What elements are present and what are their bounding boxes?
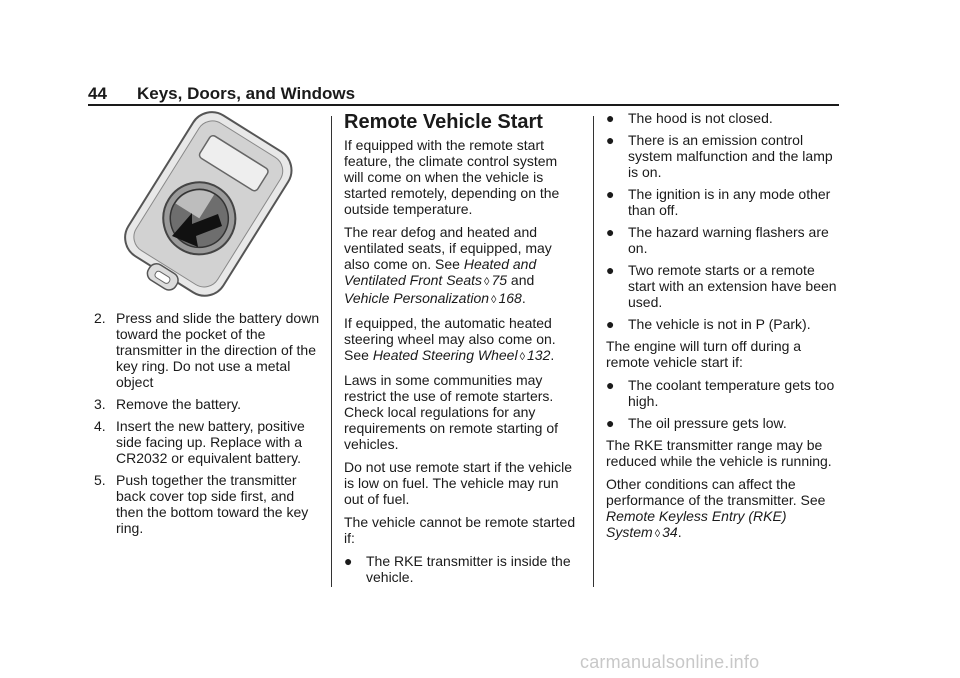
list-item: ● Two remote starts or a remote start with an extension have been used.: [606, 262, 837, 310]
key-fob-battery-illustration: [110, 110, 305, 300]
xref-page[interactable]: 34: [662, 524, 678, 540]
step-item: 3. Remove the battery.: [94, 396, 242, 412]
page-header: [88, 83, 838, 105]
page-number: 44: [88, 84, 107, 103]
xref-arrow-icon: ◊: [519, 351, 526, 363]
watermark: carmanualsonline.info: [580, 652, 760, 672]
bullet-icon: ●: [606, 316, 615, 332]
list-item: ● The ignition is in any mode other than off.: [606, 186, 831, 218]
section-title: Keys, Doors, and Windows: [137, 84, 356, 103]
column-divider: [331, 116, 332, 587]
bullet-icon: ●: [344, 553, 353, 569]
xref-link[interactable]: Heated and Ventilated Front Seats: [344, 256, 537, 288]
step-item: 5. Push together the transmitter back cover top side first, and then the bottom toward the key ring.: [94, 472, 309, 536]
xref-link[interactable]: Remote Keyless Entry (RKE) System: [606, 508, 787, 540]
xref-link[interactable]: Vehicle Personalization: [344, 290, 490, 306]
battery-steps: [94, 310, 320, 542]
paragraph: Laws in some communities may restrict the use of remote starters. Check local regulations for any requirements on remote starting of vehicles.: [344, 372, 558, 452]
paragraph: The vehicle cannot be remote started if:: [344, 514, 576, 546]
paragraph: If equipped with the remote start feature, the climate control system will come on when the vehicle is started remotely, depending on the outside temperature.: [344, 137, 560, 217]
xref-page[interactable]: 75: [491, 272, 508, 288]
header-rule: [88, 104, 839, 106]
list-item: ● The RKE transmitter is inside the vehicle.: [344, 553, 571, 585]
bullet-icon: ●: [606, 186, 615, 202]
step-item: 2. Press and slide the battery down toward the pocket of the transmitter in the direction of the key ring. Do not use a metal object: [94, 310, 320, 390]
paragraph: Other conditions can affect the performance of the transmitter. See Remote Keyless Entry (RKE) System ◊ 34.: [606, 476, 826, 540]
bullet-icon: ●: [606, 110, 615, 126]
xref-arrow-icon: ◊: [491, 294, 497, 306]
xref-arrow-icon: ◊: [654, 528, 661, 540]
list-item: ● The oil pressure gets low.: [606, 415, 787, 431]
paragraph: The RKE transmitter range may be reduced while the vehicle is running.: [606, 437, 832, 469]
remote-vehicle-start-heading: Remote Vehicle Start: [344, 111, 543, 133]
conditions-column: [606, 110, 842, 549]
column-divider: [593, 116, 594, 587]
list-item: ● The vehicle is not in P (Park).: [606, 316, 811, 332]
paragraph: If equipped, the automatic heated steering wheel may also come on. See Heated Steering Wheel ◊ 132.: [344, 315, 556, 363]
xref-page[interactable]: 132: [527, 347, 551, 363]
xref-page[interactable]: 168: [498, 290, 522, 306]
list-item: ● The coolant temperature gets too high.: [606, 377, 835, 409]
paragraph: The rear defog and heated and ventilated seats, if equipped, may also come on. See Heated and Ventilated Front Seats ◊ 75 and Vehicle Personalization ◊ 168.: [344, 224, 552, 306]
bullet-icon: ●: [606, 415, 615, 431]
bullet-icon: ●: [606, 132, 615, 148]
bullet-icon: ●: [606, 262, 615, 278]
list-item: ● There is an emission control system malfunction and the lamp is on.: [606, 132, 833, 180]
bullet-icon: ●: [606, 377, 615, 393]
xref-arrow-icon: ◊: [484, 276, 490, 288]
list-item: ● The hazard warning flashers are on.: [606, 224, 829, 256]
paragraph: Do not use remote start if the vehicle is low on fuel. The vehicle may run out of fuel.: [344, 459, 572, 507]
xref-link[interactable]: Heated Steering Wheel: [372, 347, 518, 363]
list-item: ● The hood is not closed.: [606, 110, 773, 126]
step-item: 4. Insert the new battery, positive side facing up. Replace with a CR2032 or equivalent battery.: [94, 418, 305, 466]
remote-start-column: [344, 137, 576, 591]
paragraph: The engine will turn off during a remote vehicle start if:: [606, 338, 802, 370]
bullet-icon: ●: [606, 224, 615, 240]
